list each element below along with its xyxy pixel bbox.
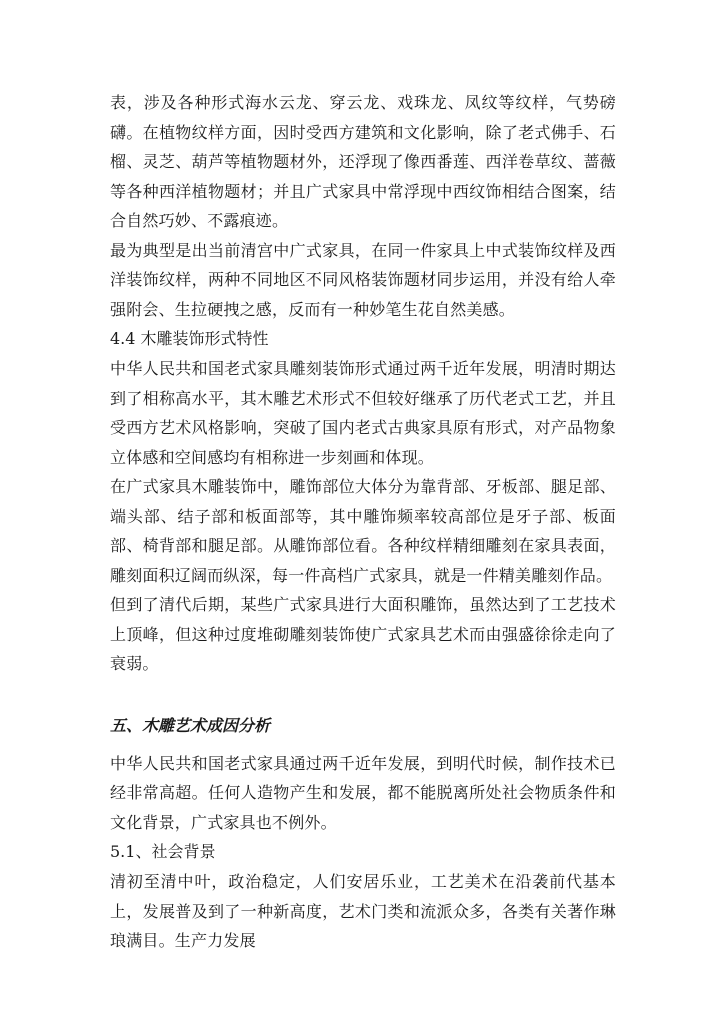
- paragraph-carving-development: 中华人民共和国老式家具雕刻装饰形式通过两千近年发展，明清时期达到了相称高水平，其木雕艺术形式不但较好继承了历代老式工艺，并且受西方艺术风格影响，突破了国内老式古典家具原有形式，对产品物象立体感和空间感均有相称进一步刻画和体现。: [110, 359, 616, 467]
- section-heading-5: 五、木雕艺术成因分析: [110, 715, 271, 735]
- paragraph-carving-locations: 在广式家具木雕装饰中，雕饰部位大体分为靠背部、牙板部、腿足部、端头部、结子部和板面部等，其中雕饰频率较高部位是牙子部、板面部、椅背部和腿足部。从雕饰部位看。各种纹样精细雕刻在家具表面，雕刻面积辽阔而纵深，每一件高档广式家具，就是一件精美雕刻作品。: [110, 477, 616, 585]
- subsection-heading-4-4: 4.4 木雕装饰形式特性: [110, 329, 269, 348]
- paragraph-social-background: 清初至清中叶，政治稳定，人们安居乐业，工艺美术在沿袭前代基本上，发展普及到了一种新高度，艺术门类和流派众多，各类有关著作琳琅满目。生产力发展: [110, 872, 616, 950]
- paragraph-ornament-motifs: 表，涉及各种形式海水云龙、穿云龙、戏珠龙、凤纹等纹样，气势磅礴。在植物纹样方面，因时受西方建筑和文化影响，除了老式佛手、石榴、灵芝、葫芦等植物题材外，还浮现了像西番莲、西洋卷草纹、蔷薇等各种西洋植物题材；并且广式家具中常浮现中西纹饰相结合图案，结合自然巧妙、不露痕迹。: [110, 93, 616, 230]
- subsection-heading-5-1: 5.1、社会背景: [110, 842, 216, 861]
- paragraph-qing-palace-furniture: 最为典型是出当前清宫中广式家具，在同一件家具上中式装饰纹样及西洋装饰纹样，两种不同地区不同风格装饰题材同步运用，并没有给人牵强附会、生拉硬拽之感，反而有一种妙笔生花自然美感。: [110, 240, 616, 319]
- document-body: [110, 88, 616, 956]
- paragraph-section-5-intro: 中华人民共和国老式家具通过两千近年发展，到明代时候，制作技术已经非常高超。任何人造物产生和发展，都不能脱离所处社会物质条件和文化背景，广式家具也不例外。: [110, 753, 616, 832]
- paragraph-late-qing-decline: 但到了清代后期，某些广式家具进行大面积雕饰，虽然达到了工艺技术上顶峰，但这种过度堆砌雕刻装饰使广式家具艺术而由强盛徐徐走向了衰弱。: [110, 595, 616, 673]
